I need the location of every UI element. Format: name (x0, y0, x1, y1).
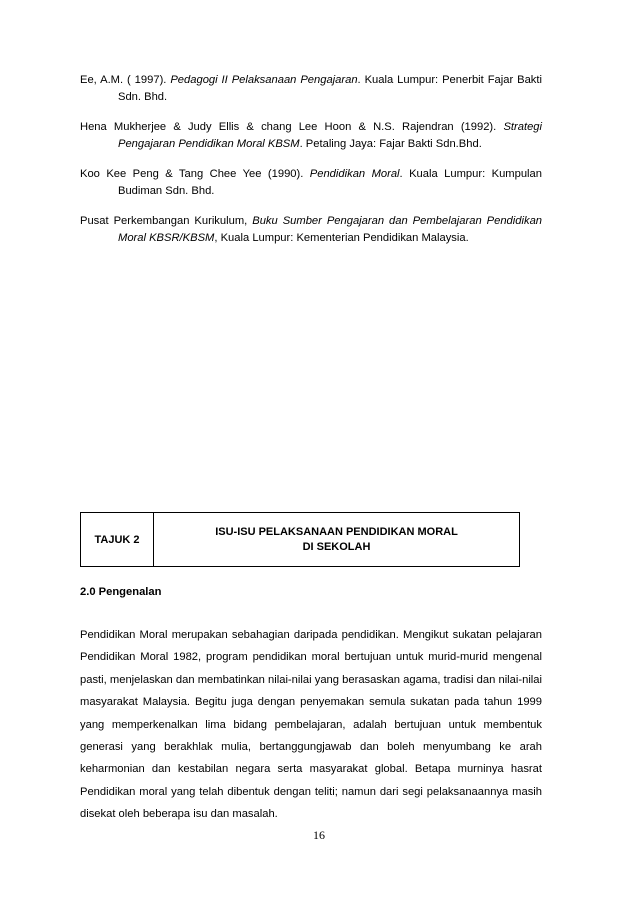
reference-publisher: . Kuala Lumpur: Penerbit Fajar Bakti Sdn. Bhd. (118, 74, 542, 103)
reference-publisher: . Petaling Jaya: Fajar Bakti Sdn.Bhd. (299, 138, 482, 150)
reference-authors: Pusat Perkembangan Kurikulum, (80, 215, 253, 227)
reference-authors: Koo Kee Peng & Tang Chee Yee (1990). (80, 168, 310, 180)
reference-authors: Hena Mukherjee & Judy Ellis & chang Lee Hoon & N.S. Rajendran (1992). (80, 121, 504, 133)
reference-entry (80, 119, 542, 153)
reference-title: Pendidikan Moral (309, 168, 400, 180)
chapter-title-box (80, 512, 520, 567)
reference-authors: Ee, A.M. ( 1997). (80, 74, 171, 86)
reference-title: Pedagogi II Pelaksanaan Pengajaran (170, 74, 358, 86)
chapter-title (154, 513, 519, 566)
reference-publisher: . Kuala Lumpur: Kumpulan Budiman Sdn. Bhd. (118, 168, 542, 197)
reference-list (80, 72, 542, 260)
reference-publisher: , Kuala Lumpur: Kementerian Pendidikan Malaysia. (214, 232, 469, 244)
body-paragraph: Pendidikan Moral merupakan sebahagian daripada pendidikan. Mengikut sukatan pelajaran Pendidikan Moral 1982, program pendidikan moral bertujuan untuk murid-murid mengenal pasti, menjelaskan dan membatinkan nilai-nilai yang berasaskan agama, tradisi dan nilai-nilai masyarakat Malaysia. Begitu juga dengan penyemakan semula sukatan pada tahun 1999 yang memperkenalkan lima bidang pembelajaran, adalah bertujuan untuk membentuk generasi yang berakhlak mulia, bertanggungjawab dan boleh menyumbang ke arah keharmonian dan kestabilan negara serta masyarakat global. Betapa murninya hasrat Pendidikan moral yang telah dibentuk dengan teliti; namun dari segi pelaksanaannya masih disekat oleh beberapa isu dan masalah. (80, 629, 542, 821)
reference-entry (80, 213, 542, 247)
chapter-title-line1: ISU-ISU PELAKSANAAN PENDIDIKAN MORAL (215, 525, 458, 538)
section-heading: 2.0 Pengenalan (80, 586, 162, 598)
page-number: 16 (313, 828, 325, 842)
reference-entry (80, 166, 542, 200)
chapter-label: TAJUK 2 (81, 513, 154, 566)
chapter-title-line2: DI SEKOLAH (302, 540, 371, 553)
reference-title: Buku Sumber Pengajaran dan Pembelajaran Pendidikan Moral KBSR/KBSM (118, 215, 543, 244)
reference-entry (80, 72, 542, 106)
reference-title: Strategi Pengajaran Pendidikan Moral KBSM (118, 121, 542, 150)
